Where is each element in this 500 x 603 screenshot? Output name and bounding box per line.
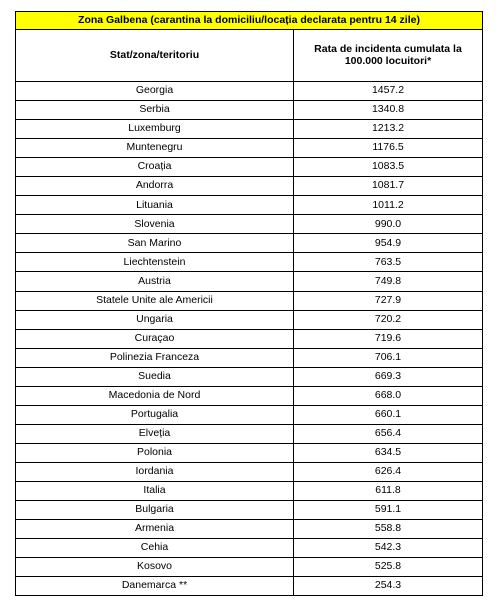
- table-row: [16, 424, 483, 443]
- country-cell: Slovenia: [16, 215, 294, 234]
- rate-cell: 1081.7: [294, 177, 483, 196]
- country-cell: Cehia: [16, 539, 294, 558]
- rate-cell: 669.3: [294, 367, 483, 386]
- table-row: [16, 539, 483, 558]
- rate-cell: 954.9: [294, 234, 483, 253]
- table-row: [16, 481, 483, 500]
- country-cell: Serbia: [16, 101, 294, 120]
- table-row: [16, 348, 483, 367]
- country-cell: Statele Unite ale Americii: [16, 291, 294, 310]
- country-cell: Ungaria: [16, 310, 294, 329]
- country-cell: Polinezia Franceza: [16, 348, 294, 367]
- table-row: [16, 386, 483, 405]
- country-cell: Elveția: [16, 424, 294, 443]
- table-row: [16, 215, 483, 234]
- rate-cell: 1340.8: [294, 101, 483, 120]
- rate-cell: 656.4: [294, 424, 483, 443]
- rate-cell: 1011.2: [294, 196, 483, 215]
- table-row: [16, 310, 483, 329]
- column-header-country: Stat/zona/teritoriu: [16, 30, 294, 82]
- rate-cell: 626.4: [294, 462, 483, 481]
- country-cell: Liechtenstein: [16, 253, 294, 272]
- country-cell: Iordania: [16, 462, 294, 481]
- rate-cell: 542.3: [294, 539, 483, 558]
- rate-cell: 1083.5: [294, 158, 483, 177]
- country-cell: Bulgaria: [16, 501, 294, 520]
- banner-row: [16, 12, 483, 30]
- country-cell: Austria: [16, 272, 294, 291]
- rate-cell: 706.1: [294, 348, 483, 367]
- rate-cell: 749.8: [294, 272, 483, 291]
- table-row: [16, 234, 483, 253]
- country-cell: Andorra: [16, 177, 294, 196]
- table-body: [16, 82, 483, 596]
- table-row: [16, 577, 483, 596]
- country-cell: Muntenegru: [16, 139, 294, 158]
- table-row: [16, 405, 483, 424]
- country-cell: Curaçao: [16, 329, 294, 348]
- document-page: [15, 11, 482, 596]
- country-cell: Suedia: [16, 367, 294, 386]
- table-row: [16, 558, 483, 577]
- rate-cell: 719.6: [294, 329, 483, 348]
- table-row: [16, 462, 483, 481]
- header-row: [16, 30, 483, 82]
- rate-cell: 1457.2: [294, 82, 483, 101]
- rate-cell: 634.5: [294, 443, 483, 462]
- country-cell: Polonia: [16, 443, 294, 462]
- country-cell: Italia: [16, 481, 294, 500]
- table-row: [16, 82, 483, 101]
- country-cell: Croația: [16, 158, 294, 177]
- country-cell: Portugalia: [16, 405, 294, 424]
- table-row: [16, 139, 483, 158]
- rate-cell: 611.8: [294, 481, 483, 500]
- table-row: [16, 177, 483, 196]
- rate-cell: 558.8: [294, 520, 483, 539]
- rate-cell: 591.1: [294, 501, 483, 520]
- country-cell: Kosovo: [16, 558, 294, 577]
- rate-cell: 727.9: [294, 291, 483, 310]
- rate-cell: 1213.2: [294, 120, 483, 139]
- country-cell: Luxemburg: [16, 120, 294, 139]
- table-row: [16, 272, 483, 291]
- table-row: [16, 196, 483, 215]
- rate-cell: 1176.5: [294, 139, 483, 158]
- table-row: [16, 329, 483, 348]
- zone-banner: Zona Galbena (carantina la domiciliu/locația declarata pentru 14 zile): [16, 12, 483, 30]
- table-row: [16, 120, 483, 139]
- rate-cell: 763.5: [294, 253, 483, 272]
- column-header-rate: Rata de incidenta cumulata la 100.000 locuitori*: [294, 30, 483, 82]
- country-cell: Armenia: [16, 520, 294, 539]
- table-row: [16, 101, 483, 120]
- country-cell: Georgia: [16, 82, 294, 101]
- country-cell: San Marino: [16, 234, 294, 253]
- country-cell: Danemarca **: [16, 577, 294, 596]
- table-row: [16, 253, 483, 272]
- rate-cell: 254.3: [294, 577, 483, 596]
- rate-cell: 990.0: [294, 215, 483, 234]
- table-row: [16, 158, 483, 177]
- rate-cell: 660.1: [294, 405, 483, 424]
- table-row: [16, 443, 483, 462]
- table-row: [16, 501, 483, 520]
- rate-cell: 668.0: [294, 386, 483, 405]
- table-row: [16, 520, 483, 539]
- country-cell: Macedonia de Nord: [16, 386, 294, 405]
- rate-cell: 525.8: [294, 558, 483, 577]
- rate-cell: 720.2: [294, 310, 483, 329]
- table-row: [16, 367, 483, 386]
- country-cell: Lituania: [16, 196, 294, 215]
- table-row: [16, 291, 483, 310]
- incidence-table: [15, 11, 483, 596]
